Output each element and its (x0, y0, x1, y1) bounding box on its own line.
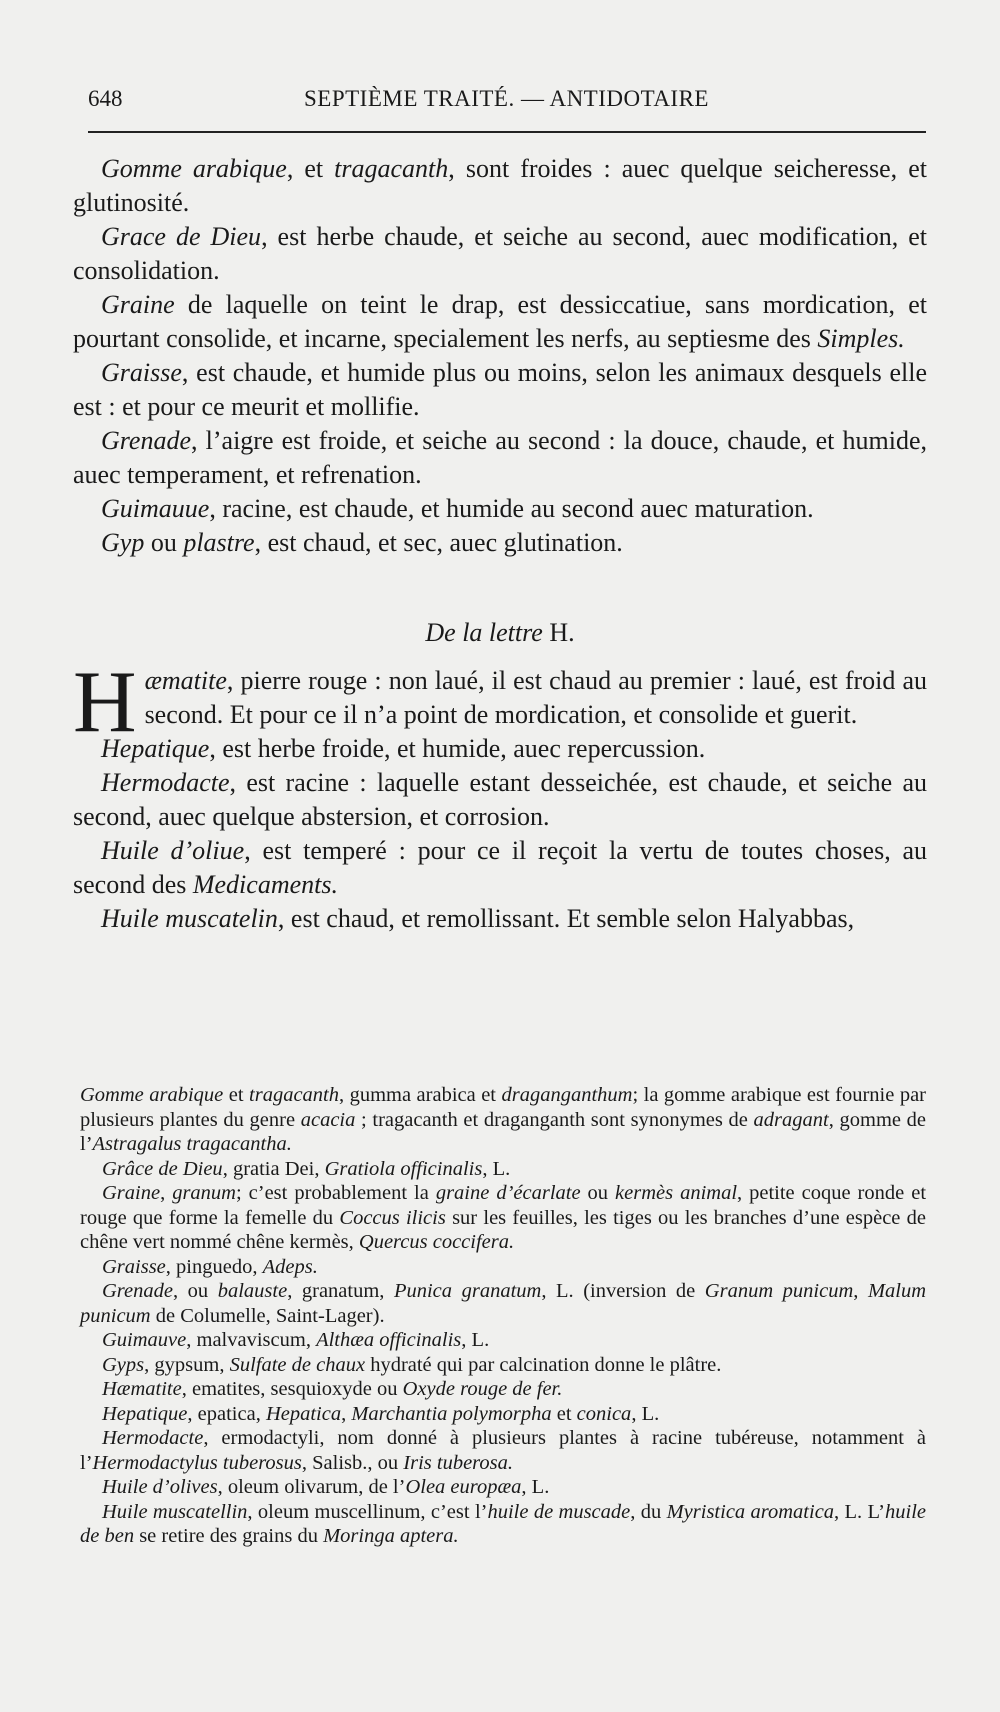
entry-text: , est temperé : pour ce il reçoit la vertu de toutes choses, au second des (73, 836, 928, 899)
entry-term: Graine (101, 290, 175, 319)
entry-text: de laquelle on teint le drap, est dessiccatiue, sans mordication, et pourtant consolide, et incarne, specialement les nerfs, au septiesme des (73, 290, 927, 353)
footnote: Graisse, pinguedo, Adeps. (102, 1255, 318, 1278)
entry-text: , sont froides : auec quelque seicheresse, et glutinosité. (73, 154, 927, 217)
entry-term: Hepatique (101, 734, 210, 763)
footnotes (80, 1083, 926, 1549)
entries-h (73, 654, 928, 936)
entry-paragraph (73, 766, 927, 834)
entry-paragraph (73, 834, 927, 902)
page-number: 648 (88, 86, 123, 111)
entry-text: , est chaud, et remollissant. Et semble selon Halyabbas, (277, 904, 855, 933)
entry-text: , racine, est chaude, et humide au second auec maturation. (209, 494, 814, 523)
footnote: Hermodacte, ermodactyli, nom donné à plusieurs plantes à racine tubéreuse, notamment à l’Hermodactylus tuberosus, Salisb., ou Iris tuberosa. (80, 1427, 926, 1474)
entry-term: tragacanth (334, 154, 449, 183)
entry-text: , l’aigre est froide, et seiche au second : la douce, chaude, et humide, auec temperament, et refrenation. (73, 426, 927, 489)
entry-term: plastre (183, 528, 255, 557)
drop-cap-letter: H (73, 654, 137, 751)
section-heading (73, 616, 927, 650)
footnote: Gyps, gypsum, Sulfate de chaux hydraté qui par calcination donne le plâtre. (102, 1353, 722, 1376)
entry-reference: Medicaments. (192, 870, 338, 899)
entry-term: Gyp (101, 528, 145, 557)
entry-paragraph (73, 492, 927, 526)
entry-paragraph (73, 220, 927, 288)
footnote: Grenade, ou balauste, granatum, Punica granatum, L. (inversion de Granum punicum, Malum punicum de Columelle, Saint-Lager). (80, 1280, 927, 1327)
entry-paragraph (73, 732, 927, 766)
entry-text: , pierre rouge : non laué, il est chaud au premier : laué, est froid au second. Et pour ce il n’a point de mordication, et consolide et guerit. (144, 666, 927, 729)
entry-paragraph (73, 356, 927, 424)
entry-term: Huile d’oliue (101, 836, 245, 865)
entry-term: Gomme arabique (101, 154, 287, 183)
footnote: Graine, granum; c’est probablement la graine d’écarlate ou kermès animal, petite coque ronde et rouge que forme la femelle du Coccus ilicis sur les feuilles, les tiges ou les branches d’une espèce de chêne vert nommé chêne kermès, Quercus coccifera. (80, 1182, 927, 1253)
entry-connector: ou (144, 528, 184, 557)
entry-term: Grace de Dieu (101, 222, 262, 251)
entry-paragraph (73, 288, 927, 356)
footnote: Hæmatite, ematites, sesquioxyde ou Oxyde rouge de fer. (102, 1378, 563, 1400)
header-rule (88, 131, 926, 133)
entry-term: Grenade (101, 426, 192, 455)
entry-term: Hermodacte (101, 768, 230, 797)
entry-text: , est racine : laquelle estant desseichée, est chaude, et seiche au second, auec quelque abstersion, et corrosion. (73, 768, 927, 831)
footnote: Huile d’olives, oleum olivarum, de l’Olea europæa, L. (102, 1476, 550, 1498)
entry-text: , est herbe froide, et humide, auec repercussion. (209, 734, 706, 763)
running-title: SEPTIÈME TRAITÉ. — ANTIDOTAIRE (304, 86, 709, 111)
section-heading-label: De la lettre (425, 618, 543, 647)
footnote: Hepatique, epatica, Hepatica, Marchantia polymorpha et conica, L. (102, 1402, 660, 1425)
entry-term: Guimauue (101, 494, 210, 523)
entry-text: , est herbe chaude, et seiche au second, auec modification, et consolidation. (73, 222, 927, 285)
entry-paragraph (73, 902, 927, 936)
entry-term: æmatite (144, 666, 227, 695)
entry-term: Huile muscatelin (101, 904, 278, 933)
footnote: Guimauve, malvaviscum, Althæa officinalis, L. (102, 1329, 490, 1351)
entry-paragraph (73, 424, 927, 492)
section-heading-letter: H. (549, 618, 575, 647)
entry-paragraph (73, 526, 927, 560)
entry-text: , est chaude, et humide plus ou moins, selon les animaux desquels elle est : et pour ce meurit et mollifie. (73, 358, 927, 421)
entry-reference: Simples. (817, 324, 905, 353)
entry-paragraph (73, 152, 927, 220)
entries-g (73, 152, 927, 560)
entry-term: Graisse (101, 358, 182, 387)
entry-connector: , et (286, 154, 335, 183)
page-header (88, 86, 928, 120)
main-text (73, 152, 927, 936)
entry-text: , est chaud, et sec, auec glutination. (254, 528, 623, 557)
footnote: Grâce de Dieu, gratia Dei, Gratiola officinalis, L. (102, 1157, 511, 1180)
footnote: Gomme arabique et tragacanth, gumma arabica et draganganthum; la gomme arabique est fournie par plusieurs plantes du genre acacia ; tragacanth et draganganth sont synonymes de adragant, gomme de l’Astragalus tragacantha. (80, 1084, 926, 1155)
footnote: Huile muscatellin, oleum muscellinum, c’est l’huile de muscade, du Myristica aromatica, L. L’huile de ben se retire des grains du Moringa aptera. (80, 1500, 926, 1547)
